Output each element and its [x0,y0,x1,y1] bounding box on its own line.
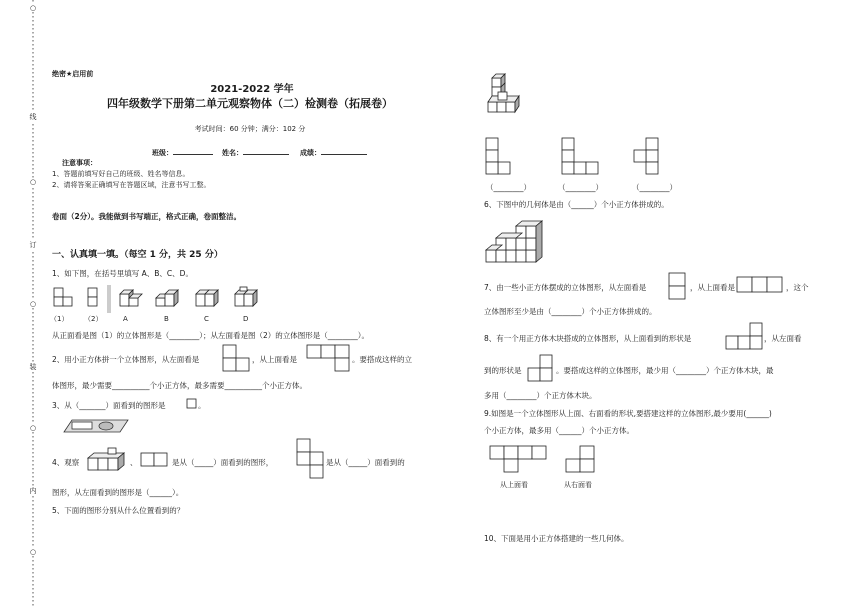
q5-text: 5、下面的图形分别从什么位置看到的？ [52,506,185,515]
q8-top-view-shape [724,322,764,350]
q3-square-shape [186,398,198,410]
notes-item: 2、请将答案正确填写在答题区域，注意书写工整。 [52,181,211,189]
q2-text-a: 2、用小正方体拼一个立体图形，从左面看是 [52,355,200,364]
q1-fig-label-a: A [123,315,128,323]
q4-text-d[interactable]: 是从（_____）面看到的 [326,458,405,467]
q5-blank-3[interactable]: （________） [632,183,677,192]
q2-text-c: 。要搭成这样的立 [352,355,412,364]
secret-mark: 绝密★启用前 [52,70,94,78]
q1-figures [50,283,270,327]
binding-circle: ○ [27,300,39,308]
q3-text-a[interactable]: 3、从（_______）面看到的图形是 [52,401,166,410]
notes-title: 注意事项： [62,159,97,167]
q8-text-a: 8、有一个用正方体木块搭成的立体图形，从上面看到的形状是 [484,334,692,343]
q1-fig-label-2: （2） [84,315,103,323]
q5-blank-1[interactable]: （________） [486,183,531,192]
q1-fig-2-shape [88,288,97,306]
q4-line2[interactable]: 图形，从左面看到的图形是（______）。 [52,488,184,497]
q5-views [484,136,694,176]
q7-text-b: ，从上面看是 [690,283,735,292]
q6-stair-solid-shape [484,212,550,266]
notes-item: 1、答题前填写好自己的班级、姓名等信息。 [52,170,190,178]
q4-view-1-shape [140,452,168,468]
q4-solid-shape [86,446,130,472]
q3-text-b: 。 [198,401,206,410]
q1-text: 1、如下图，在括号里填写 A、B、C、D。 [52,269,193,278]
class-blank[interactable] [173,146,213,155]
q7-line2[interactable]: 立体图形至少是由（________）个小正方体拼成的。 [484,307,657,316]
binding-circle: ○ [27,548,39,556]
q1-fig-d-shape [235,287,257,306]
score-field[interactable] [300,146,367,158]
section-title: 一、认真填一填。（每空 1 分，共 25 分） [52,250,223,260]
binding-circle: ○ [27,4,39,12]
q2-line2[interactable]: 体图形，最少需要__________个小正方体，最多需要__________个小正方体。 [52,381,307,390]
q1-fig-label-c: C [204,315,209,323]
q9-top-view-shape [488,444,550,476]
q7-left-view-shape [668,272,688,300]
q9-right-view-shape [564,444,598,476]
q8-text-c: 到的形状是 [484,366,522,375]
class-field[interactable] [152,146,213,158]
q6-text[interactable]: 6、下图中的几何体是由（______）个小正方体拼成的。 [484,200,669,209]
exam-info: 考试时间：60 分钟；满分：102 分 [194,125,306,133]
q3-objects-illustration [58,416,130,436]
binding-circle: ○ [27,178,39,186]
q7-text-c: ，这个 [786,283,809,292]
q8-text-d[interactable]: 。要搭成这样的立体图形，最少用（________）个正方体木块，最 [556,366,774,375]
q4-text-c[interactable]: 是从（_____）面看到的图形， [172,458,274,467]
q4-text-a: 4、观察 [52,458,80,467]
neatness-note: 卷面（2分）。我能做到书写端正，格式正确，卷面整洁。 [52,212,241,221]
binding-label-ding: 订 [27,240,39,250]
q1-fig-c-shape [196,290,218,306]
name-blank[interactable] [243,146,289,155]
exam-year: 2021-2022 学年 [210,84,294,95]
q1-fig-b-shape [156,290,178,306]
page-title: 四年级数学下册第二单元观察物体（二）检测卷（拓展卷） [107,97,393,110]
q9-caption-top: 从上面看 [500,481,528,489]
q1-answer[interactable]: 从正面看是图（1）的立体图形是（________）；从左面看是图（2）的立体图形是（________）。 [52,331,370,340]
q9-caption-right: 从右面看 [564,481,592,489]
binding-label-line: 线 [27,112,39,122]
q2-top-view-shape [306,344,350,372]
score-label: 成绩： [300,149,321,157]
q4-text-b: 、 [130,458,138,467]
q5-solid-shape [486,72,522,120]
q5-blank-2[interactable]: （________） [558,183,603,192]
q8-left-view-shape [526,354,554,382]
q5-view-3-shape [634,138,658,174]
score-blank[interactable] [321,146,367,155]
q4-view-2-shape [296,438,324,480]
q5-view-2-shape [562,138,598,174]
q1-fig-a-shape [120,290,142,306]
q9-line1[interactable]: 9.如图是一个立体图形从上面、右面看的形状,要搭建这样的立体图形,最少要用(______) [484,409,772,418]
q5-view-1-shape [486,138,510,174]
q2-left-view-shape [222,344,250,372]
q9-line2[interactable]: 个小正方体，最多用（______）个小正方体。 [484,426,634,435]
binding-label-nei: 内 [27,486,39,496]
q8-text-b: ，从左面看 [764,334,802,343]
class-label: 班级： [152,149,173,157]
binding-circle: ○ [27,424,39,432]
q10-text: 10、下面是用小正方体搭建的一些几何体。 [484,534,629,543]
q8-line3[interactable]: 多用（________）个正方体木块。 [484,391,597,400]
binding-label-zhuang: 装 [27,362,39,372]
name-field[interactable] [222,146,289,158]
q2-text-b: ，从上面看是 [252,355,297,364]
q7-top-view-shape [736,276,784,294]
q1-fig-label-b: B [164,315,169,323]
q1-fig-label-d: D [243,315,249,323]
q1-fig-label-1: （1） [50,315,69,323]
q1-fig-1-shape [54,288,72,306]
name-label: 姓名： [222,149,243,157]
q7-text-a: 7、由一些小正方体摆成的立体图形，从左面看是 [484,283,647,292]
